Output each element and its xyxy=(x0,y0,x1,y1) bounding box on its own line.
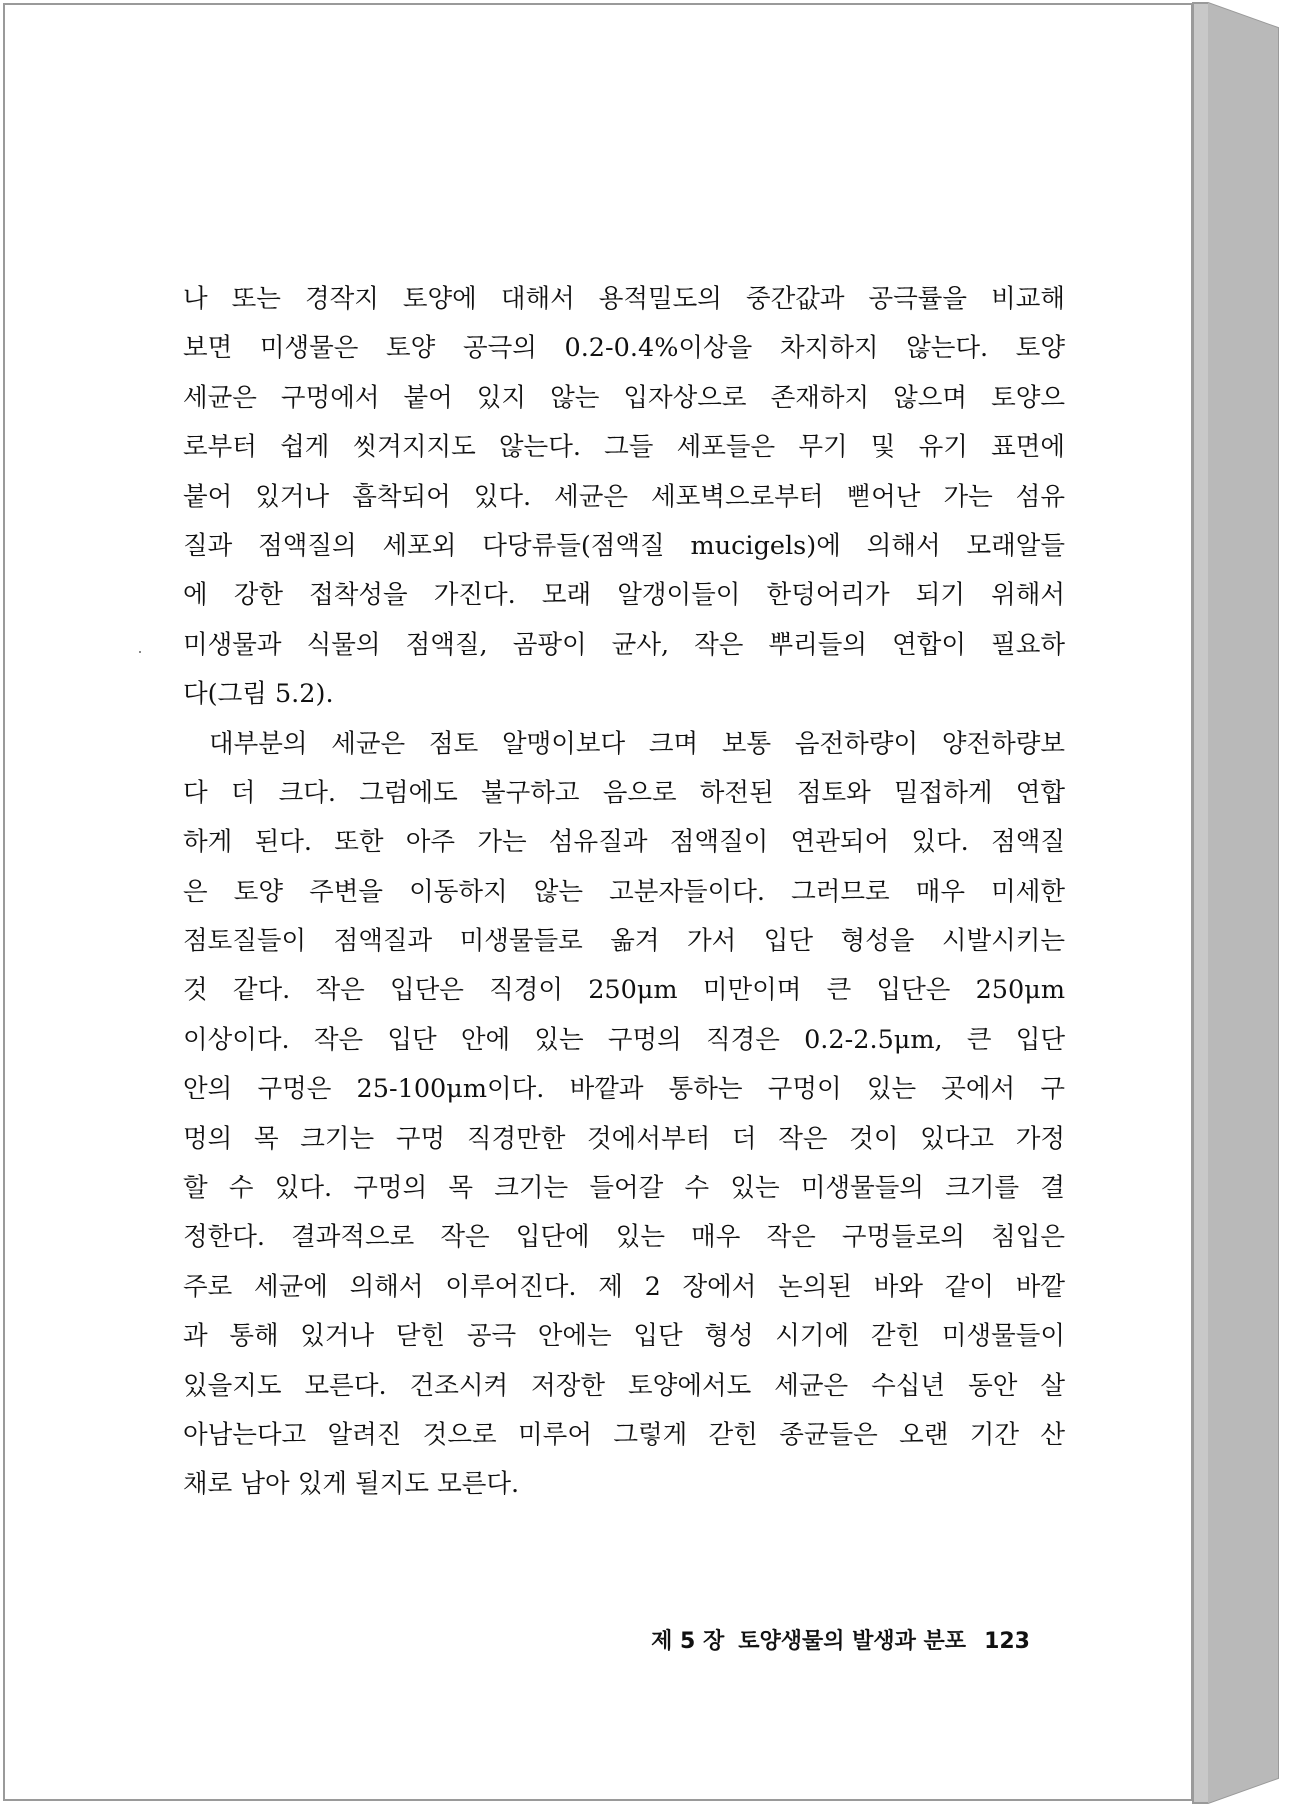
text-line: 세균은 구멍에서 붙어 있지 않는 입자상으로 존재하지 않으며 토양으 xyxy=(183,382,1065,413)
footer-chapter: 제 5 장 xyxy=(651,1629,725,1654)
running-footer xyxy=(600,1624,1030,1655)
text-line: 붙어 있거나 흡착되어 있다. 세균은 세포벽으로부터 뻗어난 가는 섬유 xyxy=(183,481,1065,512)
text-line: 다 더 크다. 그럼에도 불구하고 음으로 하전된 점토와 밀접하게 연합 xyxy=(183,777,1065,808)
footer-title: 토양생물의 발생과 분포 xyxy=(738,1629,967,1654)
text-line: 나 또는 경작지 토양에 대해서 용적밀도의 중간값과 공극률을 비교해 xyxy=(183,284,1065,314)
paragraph-start-line: 대부분의 세균은 점토 알맹이보다 크며 보통 음전하량이 양전하량보 xyxy=(209,728,1065,759)
text-line: 로부터 쉽게 씻겨지지도 않는다. 그들 세포들은 무기 및 유기 표면에 xyxy=(183,432,1065,463)
text-line: 멍의 목 크기는 구멍 직경만한 것에서부터 더 작은 것이 있다고 가정 xyxy=(183,1123,1065,1154)
paragraph-end-line: 다(그림 5.2). xyxy=(183,679,334,710)
text-line: 질과 점액질의 세포외 다당류들(점액질 mucigels)에 의해서 모래알들 xyxy=(183,530,1065,561)
text-line: 안의 구멍은 25-100μm이다. 바깥과 통하는 구멍이 있는 곳에서 구 xyxy=(183,1074,1065,1105)
text-line: 이상이다. 작은 입단 안에 있는 구멍의 직경은 0.2-2.5μm, 큰 입단 xyxy=(183,1024,1065,1055)
text-line: 과 통해 있거나 닫힌 공극 안에는 입단 형성 시기에 갇힌 미생물들이 xyxy=(183,1321,1065,1352)
scan-speck xyxy=(139,651,141,653)
page-number: 123 xyxy=(984,1629,1030,1654)
text-line: 미생물과 식물의 점액질, 곰팡이 균사, 작은 뿌리들의 연합이 필요하 xyxy=(183,629,1065,660)
text-line: 것 같다. 작은 입단은 직경이 250μm 미만이며 큰 입단은 250μm xyxy=(183,975,1065,1006)
text-line: 정한다. 결과적으로 작은 입단에 있는 매우 작은 구멍들로의 침입은 xyxy=(183,1222,1065,1253)
paragraph-end-line: 채로 남아 있게 될지도 모른다. xyxy=(183,1469,520,1500)
text-line: 하게 된다. 또한 아주 가는 섬유질과 점액질이 연관되어 있다. 점액질 xyxy=(183,827,1065,858)
text-line: 아남는다고 알려진 것으로 미루어 그렇게 갇힌 종균들은 오랜 기간 산 xyxy=(183,1419,1065,1450)
text-line: 할 수 있다. 구멍의 목 크기는 들어갈 수 있는 미생물들의 크기를 결 xyxy=(183,1173,1065,1204)
text-line: 있을지도 모른다. 건조시켜 저장한 토양에서도 세균은 수십년 동안 살 xyxy=(183,1370,1065,1401)
text-line: 에 강한 접착성을 가진다. 모래 알갱이들이 한덩어리가 되기 위해서 xyxy=(183,580,1065,611)
text-line: 보면 미생물은 토양 공극의 0.2-0.4%이상을 차지하지 않는다. 토양 xyxy=(183,333,1065,364)
text-line: 점토질들이 점액질과 미생물들로 옮겨 가서 입단 형성을 시발시키는 xyxy=(183,926,1065,957)
text-line: 주로 세균에 의해서 이루어진다. 제 2 장에서 논의된 바와 같이 바깥 xyxy=(183,1271,1065,1302)
body-text xyxy=(183,275,1065,1510)
text-line: 은 토양 주변을 이동하지 않는 고분자들이다. 그러므로 매우 미세한 xyxy=(183,876,1065,907)
